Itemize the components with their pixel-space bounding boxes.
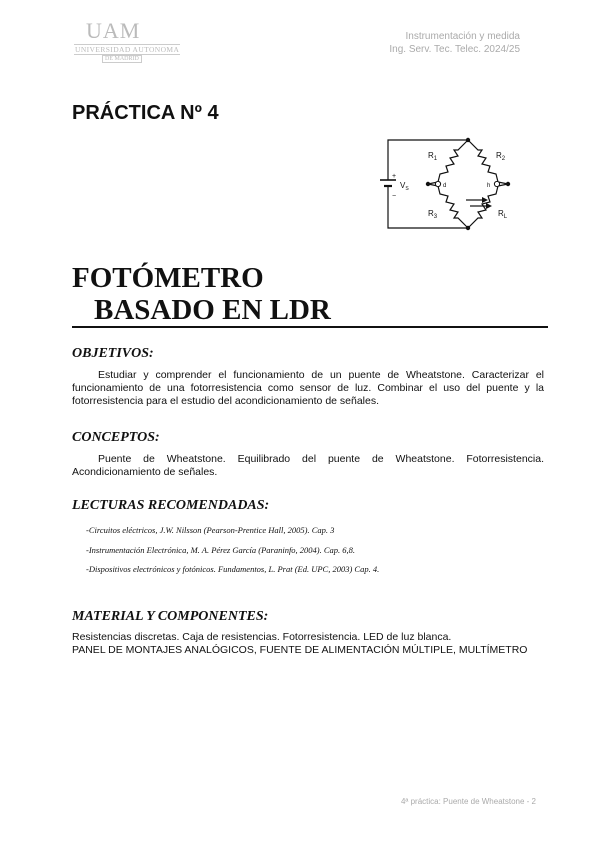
label-r3: $R_3$	[428, 209, 438, 220]
reading-item: -Circuitos eléctricos, J.W. Nilsson (Pearson-Prentice Hall, 2005). Cap. 3	[86, 525, 335, 535]
label-node-h: h	[487, 183, 491, 189]
label-rl: $R_L$	[498, 209, 508, 220]
resistor-r3	[428, 184, 468, 228]
document-title	[72, 262, 548, 328]
lecturas-list	[86, 521, 379, 580]
logo-name: UNIVERSIDAD AUTONOMA	[75, 45, 180, 54]
title-line-2: BASADO EN LDR	[72, 294, 548, 328]
logo-mark: UAM	[86, 18, 141, 43]
node-right	[506, 182, 510, 186]
title-line-1: FOTÓMETRO	[72, 262, 264, 294]
page-footer: 4ª práctica: Puente de Wheatstone - 2	[400, 797, 536, 806]
university-logo	[74, 18, 180, 66]
lecturas-heading: LECTURAS RECOMENDADAS:	[72, 498, 270, 513]
source-wire-top	[388, 140, 468, 180]
objetivos-heading: OBJETIVOS:	[72, 346, 154, 361]
wheatstone-bridge-diagram	[376, 136, 526, 236]
reading-item: -Instrumentación Electrónica, M. A. Pérez García (Paraninfo, 2004). Cap. 6,8.	[86, 544, 356, 555]
header-course-name: Instrumentación y medida	[405, 31, 520, 42]
node-top	[466, 138, 470, 142]
terminal-h	[494, 181, 499, 186]
resistor-r1	[428, 140, 468, 184]
terminal-d	[435, 181, 440, 186]
material-list	[72, 631, 527, 656]
label-r1: $R_1$	[428, 151, 438, 162]
conceptos-heading: CONCEPTOS:	[72, 430, 160, 445]
material-line-1: Resistencias discretas. Caja de resistencias. Fotorresistencia. LED de luz blanca.	[72, 631, 452, 643]
node-bottom	[466, 226, 470, 230]
conceptos-text	[72, 453, 544, 479]
logo-sub: DE MADRID	[102, 55, 142, 63]
material-line-2: PANEL DE MONTAJES ANALÓGICOS, FUENTE DE ALIMENTACIÓN MÚLTIPLE, MULTÍMETRO	[72, 643, 528, 656]
resistor-r2	[468, 140, 508, 184]
header-degree: Ing. Serv. Tec. Telec. 2024/25	[389, 44, 520, 55]
objetivos-body: Estudiar y comprender el funcionamiento de un puente de Wheatstone. Caracterizar el funcionamiento de una fotorresistencia como sensor de luz. Combinar el uso del puente y la fotorresistencia para el estudio del acondicionamiento de señales.	[72, 369, 544, 407]
header-course-info	[389, 30, 520, 56]
objetivos-text	[72, 369, 544, 408]
conceptos-body: Puente de Wheatstone. Equilibrado del puente de Wheatstone. Fotorresistencia. Acondicionamiento de señales.	[72, 453, 544, 478]
label-minus: −	[392, 193, 397, 200]
label-vs: $V_S$	[400, 181, 409, 192]
practica-number: PRÁCTICA Nº 4	[72, 102, 219, 124]
label-r2: $R_2$	[496, 151, 506, 162]
material-heading: MATERIAL Y COMPONENTES:	[72, 609, 269, 624]
label-node-d: d	[443, 183, 447, 189]
reading-item: -Dispositivos electrónicos y fotónicos. Fundamentos, L. Prat (Ed. UPC, 2003) Cap. 4.	[86, 564, 380, 574]
node-left	[426, 182, 430, 186]
label-plus: +	[392, 173, 397, 180]
